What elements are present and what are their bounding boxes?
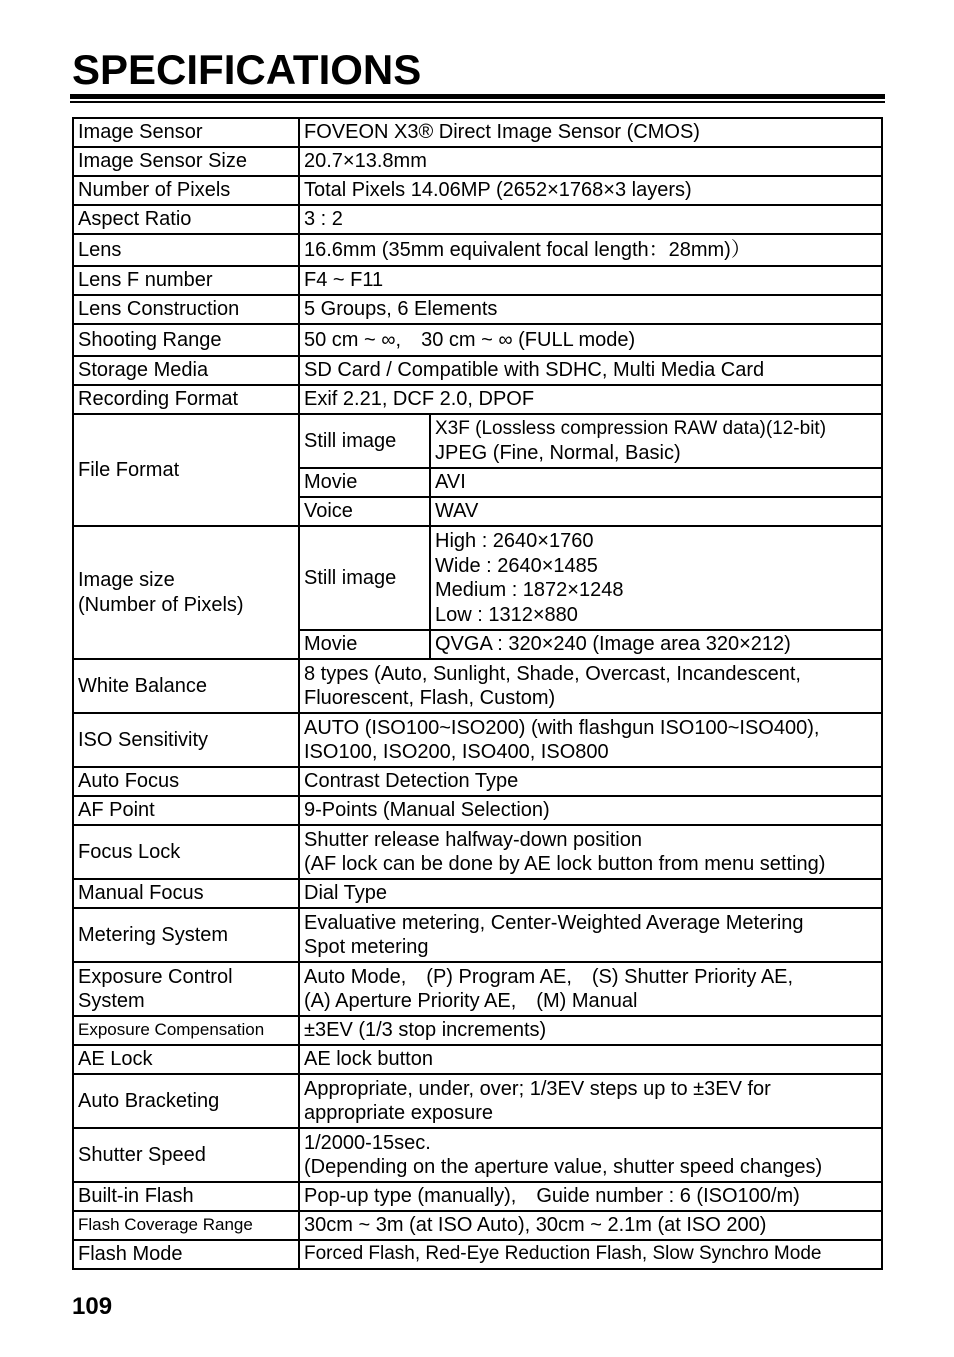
spec-sublabel: Still image bbox=[299, 414, 430, 468]
table-row bbox=[73, 147, 882, 176]
spec-label: Recording Format bbox=[73, 385, 299, 414]
spec-value: SD Card / Compatible with SDHC, Multi Media Card bbox=[299, 356, 882, 385]
spec-value-line: Wide : 2640×1485 bbox=[435, 554, 598, 577]
spec-sublabel: Movie bbox=[299, 468, 430, 497]
spec-label: AF Point bbox=[73, 796, 299, 825]
spec-label: Aspect Ratio bbox=[73, 205, 299, 234]
table-row bbox=[73, 908, 882, 962]
spec-value-line: Medium : 1872×1248 bbox=[435, 579, 624, 601]
spec-value bbox=[299, 962, 882, 1016]
spec-value-line: ISO100, ISO200, ISO400, ISO800 bbox=[304, 741, 609, 763]
spec-value: 9-Points (Manual Selection) bbox=[299, 796, 882, 825]
spec-label: Image Sensor bbox=[73, 118, 299, 147]
title-rule-thin bbox=[70, 101, 885, 103]
table-row bbox=[73, 1128, 882, 1182]
spec-label: Lens F number bbox=[73, 266, 299, 295]
spec-value: Pop-up type (manually), Guide number : 6 (ISO100/m) bbox=[299, 1182, 882, 1211]
table-row bbox=[73, 796, 882, 825]
spec-value: Forced Flash, Red-Eye Reduction Flash, Slow Synchro Mode bbox=[299, 1240, 882, 1269]
spec-value: 30cm ~ 3m (at ISO Auto), 30cm ~ 2.1m (at ISO 200) bbox=[299, 1211, 882, 1240]
spec-sublabel: Movie bbox=[299, 630, 430, 659]
spec-value-line: Low : 1312×880 bbox=[435, 603, 578, 626]
page-number: 109 bbox=[72, 1293, 113, 1320]
table-row bbox=[73, 1074, 882, 1128]
spec-label: Auto Focus bbox=[73, 767, 299, 796]
spec-value: 5 Groups, 6 Elements bbox=[299, 295, 882, 324]
table-row bbox=[73, 825, 882, 879]
spec-label: Flash Coverage Range bbox=[73, 1211, 299, 1240]
table-row bbox=[73, 1182, 882, 1211]
spec-label bbox=[73, 962, 299, 1016]
table-row bbox=[73, 1045, 882, 1074]
spec-value-line: Auto Mode, (P) Program AE, (S) Shutter Priority AE, bbox=[304, 965, 794, 988]
table-row bbox=[73, 205, 882, 234]
spec-sublabel: Still image bbox=[299, 526, 430, 630]
specifications-table bbox=[72, 117, 883, 1270]
spec-value: AVI bbox=[430, 468, 882, 497]
table-row bbox=[73, 879, 882, 908]
spec-label: Lens bbox=[73, 234, 299, 266]
spec-label: Flash Mode bbox=[73, 1240, 299, 1269]
table-row bbox=[73, 385, 882, 414]
spec-value-line: AUTO (ISO100~ISO200) (with flashgun ISO100~ISO400), bbox=[304, 716, 820, 739]
table-row bbox=[73, 356, 882, 385]
spec-value-line: JPEG (Fine, Normal, Basic) bbox=[435, 442, 681, 464]
spec-value bbox=[299, 713, 882, 767]
spec-label-line: System bbox=[78, 990, 145, 1012]
spec-label: Image Sensor Size bbox=[73, 147, 299, 176]
table-row bbox=[73, 659, 882, 713]
spec-value-line: Evaluative metering, Center-Weighted Average Metering bbox=[304, 911, 804, 934]
spec-label: Shooting Range bbox=[73, 324, 299, 356]
spec-label: Storage Media bbox=[73, 356, 299, 385]
spec-value: WAV bbox=[430, 497, 882, 526]
spec-label: Focus Lock bbox=[73, 825, 299, 879]
table-row bbox=[73, 1211, 882, 1240]
spec-label-line: Image size bbox=[78, 569, 175, 591]
table-row bbox=[73, 767, 882, 796]
table-row bbox=[73, 266, 882, 295]
table-row bbox=[73, 1016, 882, 1045]
spec-value-line: Appropriate, under, over; 1/3EV steps up to ±3EV for bbox=[304, 1077, 771, 1100]
spec-value-line: Shutter release halfway-down position bbox=[304, 828, 642, 851]
spec-value: 50 cm ~ ∞, 30 cm ~ ∞ (FULL mode) bbox=[299, 324, 882, 356]
spec-value: 20.7×13.8mm bbox=[299, 147, 882, 176]
spec-value: F4 ~ F11 bbox=[299, 266, 882, 295]
spec-label: Number of Pixels bbox=[73, 176, 299, 205]
table-row bbox=[73, 176, 882, 205]
spec-label: White Balance bbox=[73, 659, 299, 713]
spec-value bbox=[430, 526, 882, 630]
spec-value: QVGA : 320×240 (Image area 320×212) bbox=[430, 630, 882, 659]
spec-sublabel: Voice bbox=[299, 497, 430, 526]
spec-value-line: 8 types (Auto, Sunlight, Shade, Overcast, Incandescent, bbox=[304, 662, 801, 685]
table-row bbox=[73, 118, 882, 147]
spec-value bbox=[430, 414, 882, 468]
spec-value bbox=[299, 1074, 882, 1128]
spec-value: AE lock button bbox=[299, 1045, 882, 1074]
title-rule-thick bbox=[70, 94, 885, 99]
spec-value-line: Fluorescent, Flash, Custom) bbox=[304, 687, 556, 709]
spec-label: Manual Focus bbox=[73, 879, 299, 908]
table-row bbox=[73, 234, 882, 266]
table-row bbox=[73, 295, 882, 324]
spec-value-line: (AF lock can be done by AE lock button from menu setting) bbox=[304, 853, 826, 875]
spec-value bbox=[299, 659, 882, 713]
spec-value: FOVEON X3® Direct Image Sensor (CMOS) bbox=[299, 118, 882, 147]
spec-value bbox=[299, 1128, 882, 1182]
spec-label: ISO Sensitivity bbox=[73, 713, 299, 767]
spec-value-line: High : 2640×1760 bbox=[435, 530, 594, 552]
table-row bbox=[73, 1240, 882, 1269]
table-row bbox=[73, 414, 882, 468]
spec-value bbox=[299, 825, 882, 879]
spec-value: ±3EV (1/3 stop increments) bbox=[299, 1016, 882, 1045]
spec-label-line: Exposure Control bbox=[78, 965, 233, 988]
spec-label bbox=[73, 526, 299, 659]
spec-label: File Format bbox=[73, 414, 299, 526]
spec-value: 3 : 2 bbox=[299, 205, 882, 234]
page-title: SPECIFICATIONS bbox=[72, 46, 422, 93]
spec-value: 16.6mm (35mm equivalent focal length：28mm)） bbox=[299, 234, 882, 266]
spec-label: Auto Bracketing bbox=[73, 1074, 299, 1128]
table-row bbox=[73, 324, 882, 356]
spec-label: Built-in Flash bbox=[73, 1182, 299, 1211]
spec-value: Exif 2.21, DCF 2.0, DPOF bbox=[299, 385, 882, 414]
spec-label: Exposure Compensation bbox=[73, 1016, 299, 1045]
table-row bbox=[73, 962, 882, 1016]
table-row bbox=[73, 713, 882, 767]
spec-value: Total Pixels 14.06MP (2652×1768×3 layers) bbox=[299, 176, 882, 205]
spec-value-line: Spot metering bbox=[304, 936, 429, 958]
spec-label: Shutter Speed bbox=[73, 1128, 299, 1182]
spec-label-line: (Number of Pixels) bbox=[78, 593, 244, 616]
spec-label: Metering System bbox=[73, 908, 299, 962]
spec-value-line: X3F (Lossless compression RAW data)(12-bit) bbox=[435, 417, 827, 439]
spec-value bbox=[299, 908, 882, 962]
spec-label: AE Lock bbox=[73, 1045, 299, 1074]
spec-value: Dial Type bbox=[299, 879, 882, 908]
spec-value-line: (A) Aperture Priority AE, (M) Manual bbox=[304, 990, 638, 1012]
table-row bbox=[73, 526, 882, 630]
spec-value-line: appropriate exposure bbox=[304, 1102, 494, 1124]
spec-label: Lens Construction bbox=[73, 295, 299, 324]
spec-value: Contrast Detection Type bbox=[299, 767, 882, 796]
spec-value-line: 1/2000-15sec. bbox=[304, 1131, 431, 1154]
spec-value-line: (Depending on the aperture value, shutter speed changes) bbox=[304, 1156, 823, 1178]
